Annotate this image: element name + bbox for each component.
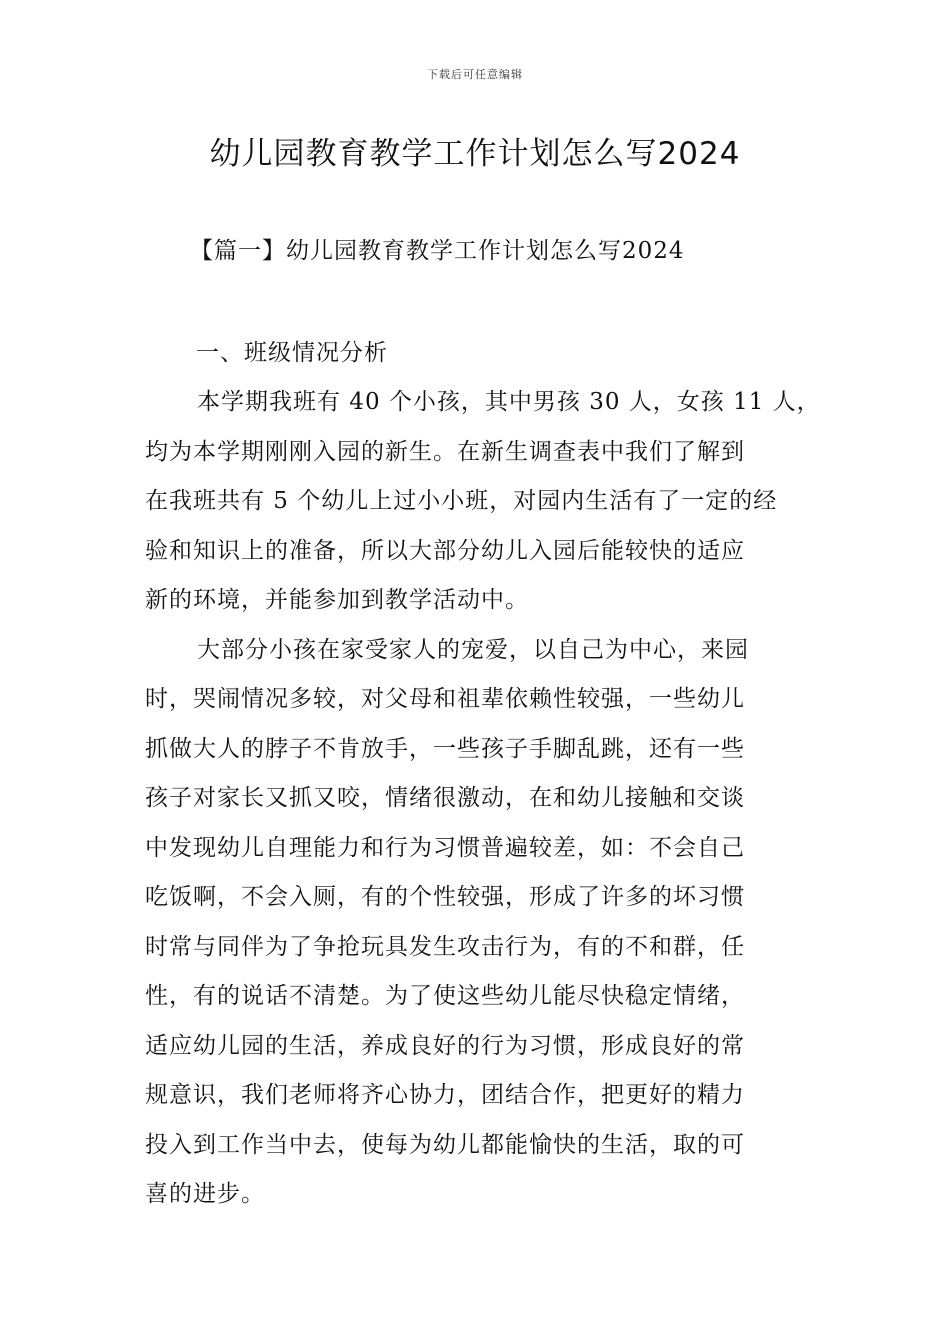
paragraph-line: 在我班共有 5 个幼儿上过小小班，对园内生活有了一定的经 [145, 488, 778, 514]
paragraph-line: 吃饭啊，不会入厕，有的个性较强，形成了许多的坏习惯 [145, 884, 745, 910]
paragraph-line: 新的环境，并能参加到教学活动中。 [145, 587, 529, 613]
paragraph-line: 性，有的说话不清楚。为了使这些幼儿能尽快稳定情绪， [145, 983, 745, 1009]
paragraph-line: 时常与同伴为了争抢玩具发生攻击行为，有的不和群，任 [145, 933, 745, 960]
paragraph-line: 孩子对家长又抓又咬，情绪很激动，在和幼儿接触和交谈 [145, 785, 745, 811]
paragraph-line: 喜的进步。 [145, 1181, 265, 1207]
subheading-class-analysis: 一、班级情况分析 [196, 340, 388, 366]
paragraph-line: 验和知识上的准备，所以大部分幼儿入园后能较快的适应 [145, 537, 745, 564]
header-note: 下载后可任意编辑 [427, 68, 523, 81]
paragraph-line: 时，哭闹情况多较，对父母和祖辈依赖性较强，一些幼儿 [145, 686, 745, 712]
section-heading: 【篇一】幼儿园教育教学工作计划怎么写2024 [190, 238, 685, 264]
paragraph-line: 均为本学期刚刚入园的新生。在新生调查表中我们了解到 [145, 438, 745, 465]
paragraph-line: 大部分小孩在家受家人的宠爱，以自己为中心，来园 [197, 636, 749, 663]
document-title: 幼儿园教育教学工作计划怎么写2024 [209, 136, 741, 172]
body-text [145, 378, 825, 1220]
paragraph-2 [145, 626, 825, 1220]
paragraph-line: 适应幼儿园的生活，养成良好的行为习惯，形成良好的常 [145, 1032, 745, 1059]
paragraph-line: 投入到工作当中去，使每为幼儿都能愉快的生活，取的可 [145, 1131, 745, 1158]
paragraph-1 [145, 378, 825, 626]
paragraph-line: 本学期我班有 40 个小孩，其中男孩 30 人，女孩 11 人， [197, 389, 821, 415]
paragraph-line: 中发现幼儿自理能力和行为习惯普遍较差，如：不会自己 [145, 834, 745, 861]
paragraph-line: 规意识，我们老师将齐心协力，团结合作，把更好的精力 [145, 1082, 745, 1108]
paragraph-line: 抓做大人的脖子不肯放手，一些孩子手脚乱跳，还有一些 [145, 735, 745, 762]
